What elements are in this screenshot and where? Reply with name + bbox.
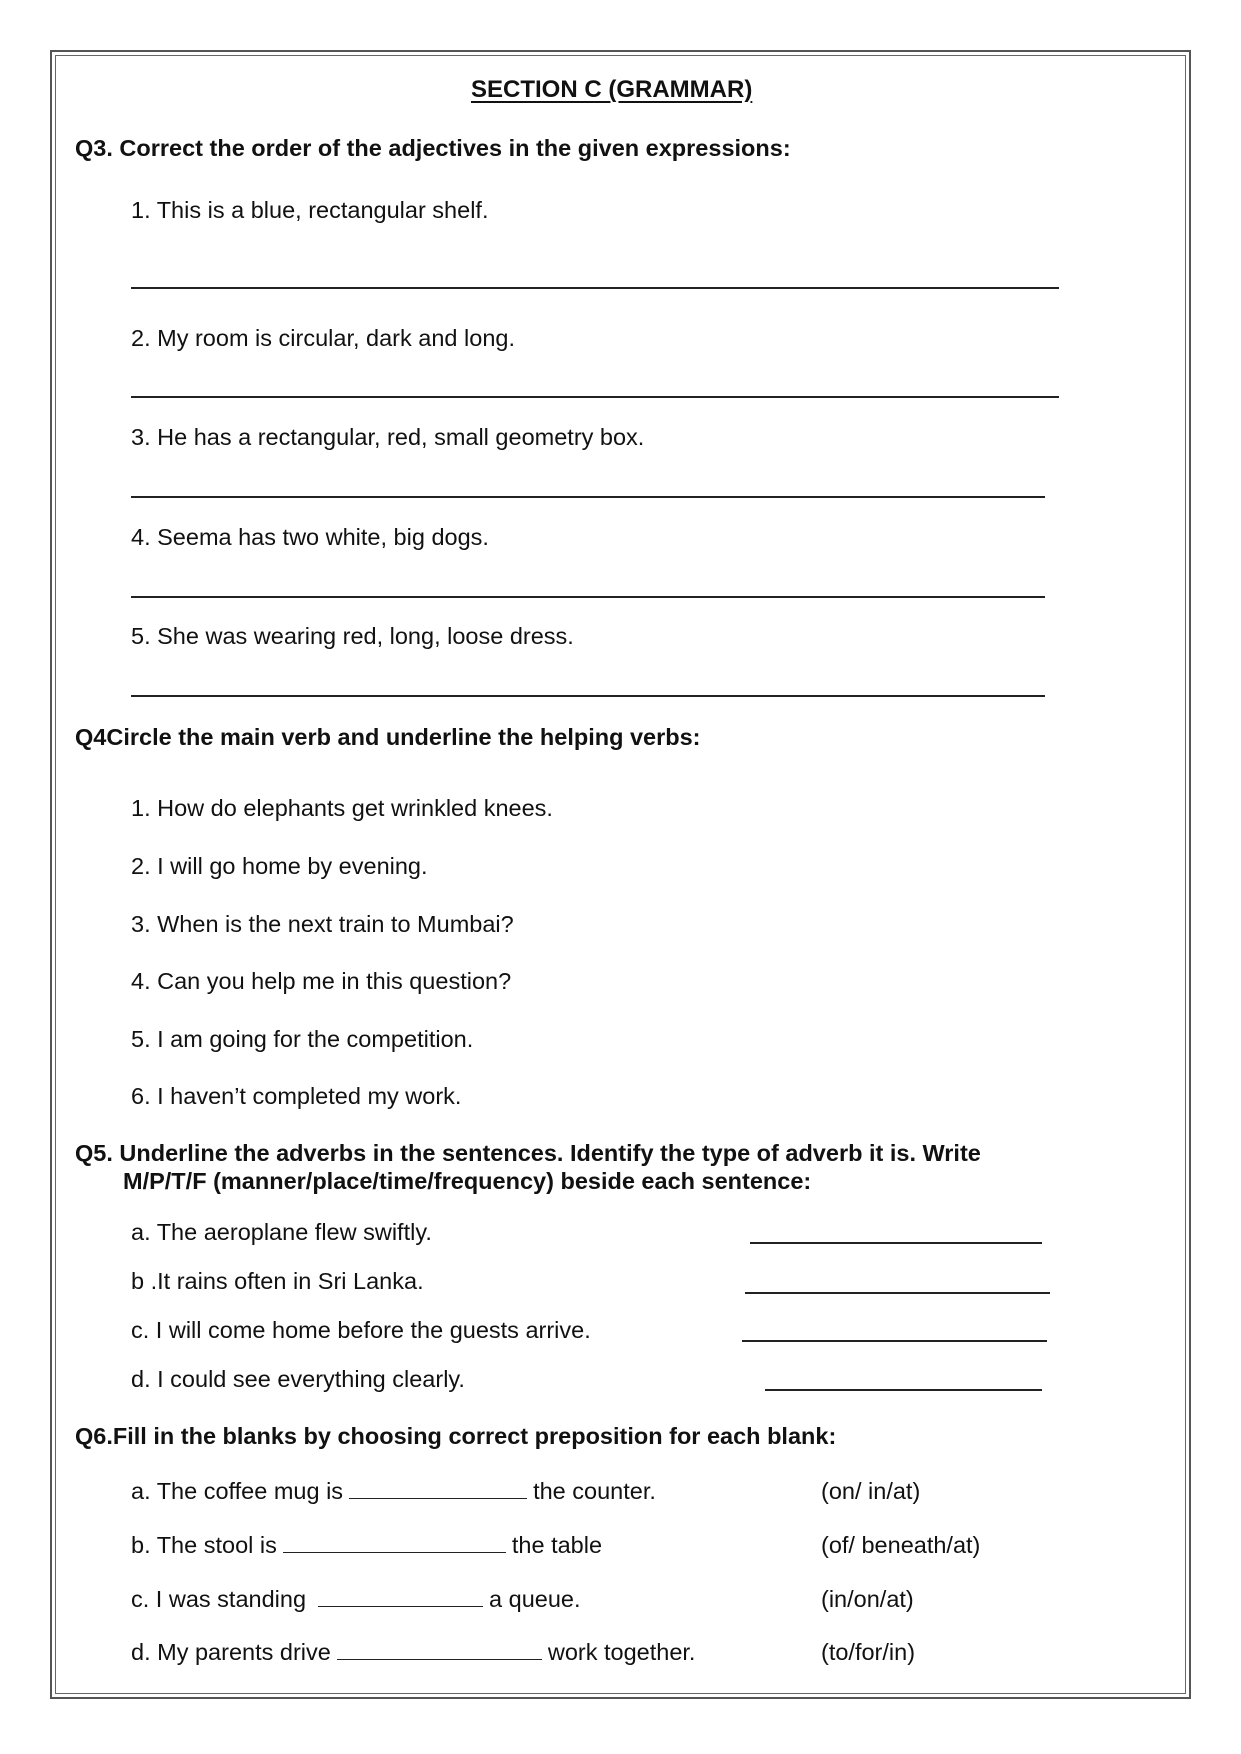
q5-item-d: d. I could see everything clearly.: [131, 1366, 465, 1392]
q6-item-a-before: a. The coffee mug is: [131, 1478, 344, 1504]
section-title: SECTION C (GRAMMAR): [471, 76, 753, 103]
q6-item-d-after: work together.: [547, 1639, 696, 1665]
q4-item-1: 1. How do elephants get wrinkled knees.: [131, 795, 553, 821]
q5-heading-line-1: Q5. Underline the adverbs in the sentences. Identify the type of adverb it is. Write: [75, 1140, 981, 1166]
q6-blank-b[interactable]: [283, 1532, 506, 1553]
q6-item-c-before: c. I was standing: [131, 1586, 307, 1612]
q4-heading: Q4Circle the main verb and underline the helping verbs:: [75, 724, 701, 750]
q5-item-c: c. I will come home before the guests arrive.: [131, 1317, 591, 1343]
q4-item-5: 5. I am going for the competition.: [131, 1026, 474, 1052]
q5-heading-line-2: M/P/T/F (manner/place/time/frequency) beside each sentence:: [123, 1168, 812, 1194]
q6-options-a: (on/ in/at): [821, 1478, 921, 1504]
q6-item-b-before: b. The stool is: [131, 1532, 277, 1558]
q3-item-5: 5. She was wearing red, long, loose dress.: [131, 623, 574, 649]
q6-item-b: [131, 1531, 602, 1559]
q5-answer-line-b[interactable]: [745, 1292, 1050, 1294]
q3-item-4: 4. Seema has two white, big dogs.: [131, 524, 489, 550]
q4-item-4: 4. Can you help me in this question?: [131, 968, 512, 994]
q6-blank-d[interactable]: [337, 1639, 542, 1660]
q6-item-c: [131, 1585, 581, 1613]
q5-answer-line-d[interactable]: [765, 1389, 1042, 1391]
q3-item-1: 1. This is a blue, rectangular shelf.: [131, 197, 489, 223]
q3-answer-line-4[interactable]: [131, 596, 1045, 598]
q6-item-a-after: the counter.: [533, 1478, 656, 1504]
q6-options-c: (in/on/at): [821, 1586, 914, 1612]
q6-item-b-after: the table: [511, 1532, 603, 1558]
q6-item-d: [131, 1638, 695, 1666]
q3-answer-line-1[interactable]: [131, 287, 1059, 289]
q4-item-6: 6. I haven’t completed my work.: [131, 1083, 462, 1109]
q3-item-2: 2. My room is circular, dark and long.: [131, 325, 515, 351]
q4-item-3: 3. When is the next train to Mumbai?: [131, 911, 514, 937]
q3-answer-line-5[interactable]: [131, 695, 1045, 697]
q6-item-a: [131, 1477, 656, 1505]
q5-answer-line-c[interactable]: [742, 1340, 1047, 1342]
q3-item-3: 3. He has a rectangular, red, small geometry box.: [131, 424, 645, 450]
q5-item-b: b .It rains often in Sri Lanka.: [131, 1268, 424, 1294]
q6-blank-c[interactable]: [318, 1586, 483, 1607]
q4-item-2: 2. I will go home by evening.: [131, 853, 428, 879]
q6-options-d: (to/for/in): [821, 1639, 916, 1665]
q3-answer-line-3[interactable]: [131, 496, 1045, 498]
q6-item-d-before: d. My parents drive: [131, 1639, 331, 1665]
q6-options-b: (of/ beneath/at): [821, 1532, 981, 1558]
q5-answer-line-a[interactable]: [750, 1242, 1042, 1244]
q3-heading: Q3. Correct the order of the adjectives in the given expressions:: [75, 135, 791, 161]
q3-answer-line-2[interactable]: [131, 396, 1059, 398]
q5-item-a: a. The aeroplane flew swiftly.: [131, 1219, 432, 1245]
q6-heading: Q6.Fill in the blanks by choosing correct preposition for each blank:: [75, 1423, 837, 1449]
q6-blank-a[interactable]: [349, 1478, 527, 1499]
q6-item-c-after: a queue.: [489, 1586, 581, 1612]
